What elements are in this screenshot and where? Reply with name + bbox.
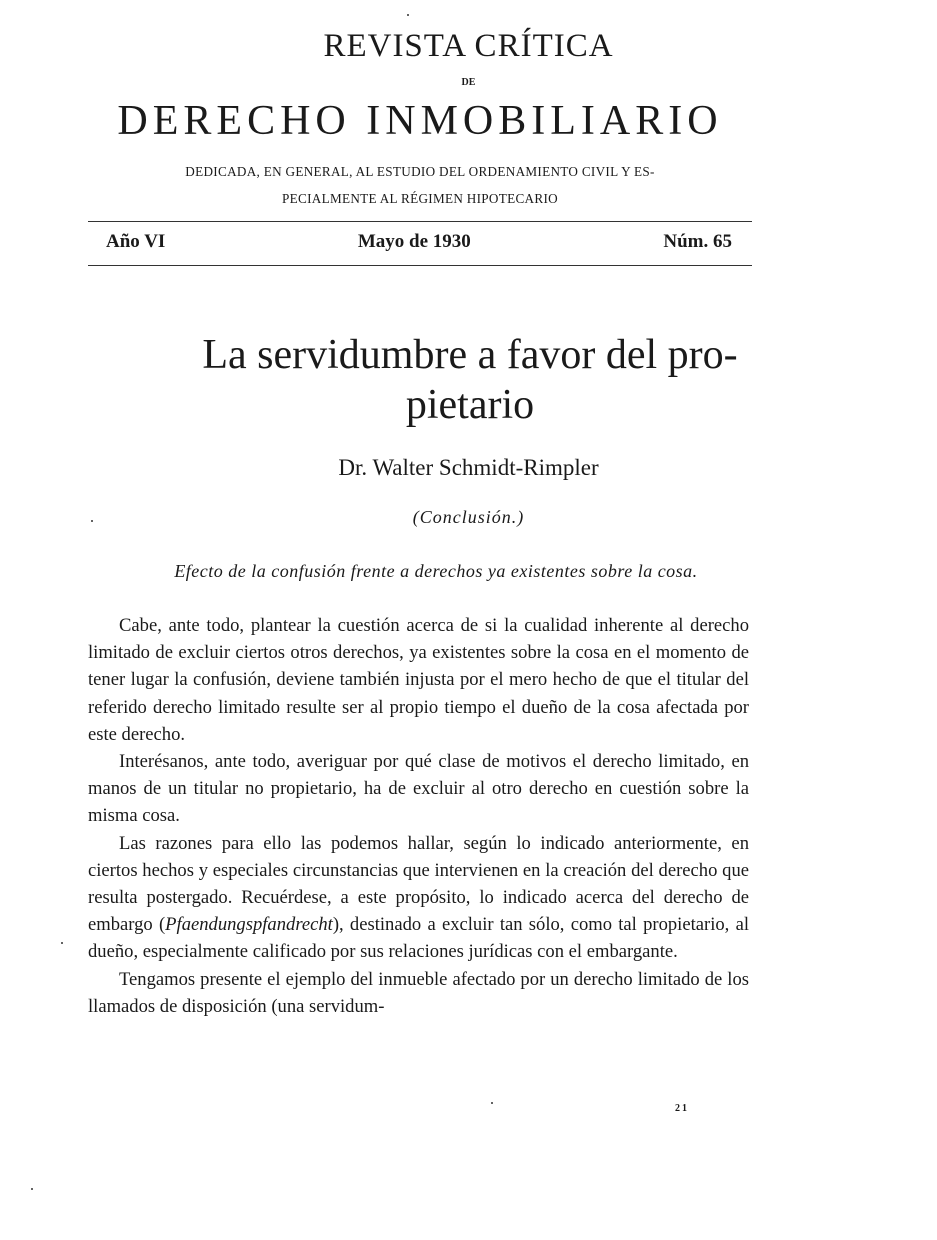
scan-speck bbox=[91, 520, 93, 522]
article-title-line2: pietario bbox=[405, 382, 535, 428]
scan-speck bbox=[407, 14, 409, 16]
journal-subtitle bbox=[88, 158, 752, 212]
paragraph bbox=[88, 830, 749, 966]
article-title-line1: La servidumbre a favor del pro- bbox=[202, 332, 738, 378]
journal-title: REVISTA CRÍTICA bbox=[323, 28, 614, 64]
bottom-rule bbox=[88, 265, 752, 266]
scan-speck bbox=[61, 942, 63, 944]
scan-speck bbox=[491, 1102, 493, 1104]
journal-name: DERECHO INMOBILIARIO bbox=[117, 98, 723, 144]
paragraph: Interésanos, ante todo, averiguar por qué clase de motivos el derecho limitado, en manos de un titular no propietario, ha de excluir al otro derecho en cuestión sobre la misma cosa. bbox=[88, 751, 749, 827]
paragraph-text: ), destinado a excluir tan sólo, como tal propietario, al dueño, especialmente calificado por sus relaciones jurídicas con el embargante. bbox=[88, 914, 749, 963]
article-title bbox=[70, 330, 870, 430]
issue-year: Año VI bbox=[106, 231, 166, 252]
issue-date: Mayo de 1930 bbox=[357, 231, 471, 252]
page-number: 21 bbox=[675, 1103, 689, 1114]
issue-info bbox=[106, 231, 732, 253]
paragraph-text: Las razones para ello las podemos hallar, según lo indicado anteriormente, en ciertos hechos y especiales circunstancias que intervienen en la creación del derecho que resulta postergado. Recuérdese, a este propósito, lo indicado acerca del derecho de embargo ( bbox=[88, 832, 749, 936]
journal-connector: DE bbox=[461, 77, 476, 88]
journal-subtitle-line1: DEDICADA, EN GENERAL, AL ESTUDIO DEL ORDENAMIENTO CIVIL Y ES- bbox=[185, 164, 655, 179]
section-heading: Efecto de la confusión frente a derechos ya existentes sobre la cosa. bbox=[174, 561, 698, 581]
journal-subtitle-line2: PECIALMENTE AL RÉGIMEN HIPOTECARIO bbox=[281, 191, 558, 206]
issue-number: Núm. 65 bbox=[663, 231, 732, 252]
top-rule bbox=[88, 221, 752, 222]
paragraph: Cabe, ante todo, plantear la cuestión acerca de si la cualidad inherente al derecho limitado de excluir ciertos otros derechos, ya existentes sobre la cosa en el momento de tener lugar la confusión, deviene también injusta por el mero hecho de que el titular del referido derecho limitado resulte ser al propio tiempo el dueño de la cosa afectada por este derecho. bbox=[88, 615, 749, 745]
german-term: Pfaendungspfandrecht bbox=[165, 914, 333, 936]
paragraph: Tengamos presente el ejemplo del inmueble afectado por un derecho limitado de los llamados de disposición (una servidum- bbox=[88, 968, 749, 1017]
scan-speck bbox=[31, 1188, 33, 1190]
article-author: Dr. Walter Schmidt-Rimpler bbox=[338, 455, 599, 480]
article-note: (Conclusión.) bbox=[412, 507, 525, 527]
article-body bbox=[88, 612, 749, 1020]
